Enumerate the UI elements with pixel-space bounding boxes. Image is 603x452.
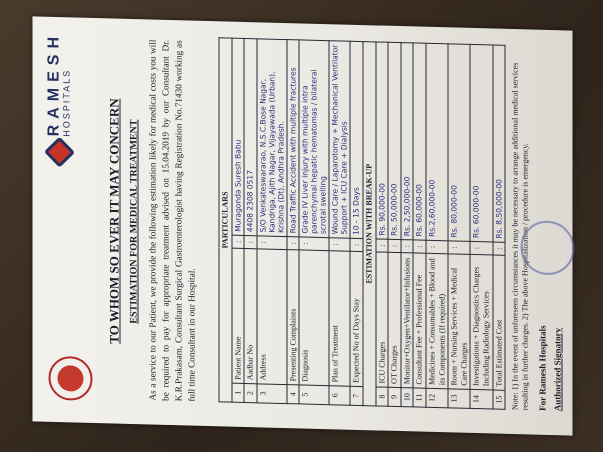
cell-label: Address — [256, 249, 286, 385]
cell-colon: : — [470, 241, 492, 255]
cell-colon: : — [299, 237, 329, 251]
cell-n: 15 — [492, 390, 505, 409]
table-row — [400, 43, 413, 407]
cell-value: Rs. 60,000-00 — [413, 43, 426, 240]
cell-n: 7 — [350, 386, 363, 405]
table-row — [329, 41, 350, 406]
brand-sub: HOSPITALS — [61, 68, 71, 137]
cell-colon: : — [329, 238, 350, 252]
cell-value: Rs. 80,000-00 — [448, 44, 470, 242]
letterhead — [42, 31, 100, 406]
cell-n: 12 — [425, 388, 447, 408]
cell-n: 3 — [256, 384, 286, 404]
cell-label: Monitor+Oxygen+Ventilator+Infusions — [400, 253, 413, 388]
estimate-table — [218, 37, 505, 410]
cell-colon: : — [448, 241, 470, 255]
emblem-logo-icon — [48, 356, 92, 401]
table-row — [448, 44, 470, 409]
intro-paragraph: As a service to our Patient, we provide the following estimation likely for medical costs you will be required to pay for appropriate treatment advised on 15.04.2019 by our Consultant Dr. K.R.Prakasam, Consultant Surgical Gastroenterologist having Registration No.71430 working as full time Consultant in our Hospital. — [147, 39, 197, 402]
table-row — [413, 43, 426, 407]
letter-sheet — [32, 16, 572, 435]
cell-n: 14 — [470, 389, 492, 409]
cell-label: Investigations + Diagnostics Charges Including Radiology Services — [470, 254, 492, 390]
cell-label: Aadhar No — [244, 248, 257, 383]
cell-n: 2 — [244, 383, 257, 402]
cell-colon: : — [413, 240, 426, 253]
cell-value: Road Traffic Accident with multiple fractures — [286, 40, 299, 237]
table-row — [256, 39, 286, 404]
subheading: ESTIMATION FOR MEDICAL TREATMENT — [128, 119, 139, 324]
cell-value: Rs. 60,000-00 — [470, 44, 492, 242]
cell-value: Wound Care / Laparotomy + Mechanical Ventilator Support + ICU Care + Dialysis — [329, 41, 350, 239]
cell-label: Diagnosis — [299, 250, 329, 386]
table-row — [244, 38, 257, 402]
cell-label: Plan of Treatment — [329, 251, 350, 387]
heart-logo-icon — [43, 137, 74, 168]
table-header: PARTICULARS — [219, 38, 232, 402]
cell-label: ICU Charges — [375, 252, 388, 387]
cell-colon: : — [286, 237, 299, 250]
table-row — [299, 40, 329, 405]
cell-n: 9 — [388, 387, 401, 406]
cell-n: 13 — [448, 389, 470, 409]
cell-label: Medicines + Consumables + Blood and its Components (If required) — [425, 253, 447, 389]
cell-value: 4408 2308 0517 — [244, 38, 257, 235]
cell-label: Total Estimated Cost — [492, 255, 505, 390]
cell-value: Muragonda Suresh Babu — [231, 38, 244, 235]
heading: TO WHOM SO EVER IT MAY CONCERN — [106, 98, 121, 344]
cell-n: 5 — [299, 385, 329, 405]
cell-label: Expected No of Days Stay — [350, 251, 363, 386]
cell-colon: : — [256, 236, 286, 250]
cell-n: 1 — [231, 383, 244, 402]
cell-value: Rs. 50,000-00 — [388, 42, 401, 239]
brand-name: RAMESH — [45, 30, 62, 137]
cell-label: OT Charges — [388, 252, 401, 387]
cell-label: Presenting Complaints — [286, 250, 299, 385]
cell-n: 6 — [329, 386, 350, 406]
cell-value: 10 - 15 Days — [350, 41, 363, 238]
cell-colon: : — [388, 239, 401, 252]
cell-colon: : — [350, 238, 363, 251]
table-row — [470, 44, 492, 409]
cell-value: Rs. 8,50,000-00 — [492, 45, 505, 242]
signatory-title: Authorized Signatory — [552, 327, 562, 412]
cell-colon: : — [244, 235, 257, 248]
cell-n: 10 — [400, 388, 413, 407]
cell-label: Patient Name — [231, 248, 244, 383]
table-row — [231, 38, 244, 402]
cell-label: Consultant Fee + Professional Fee — [413, 253, 426, 388]
cell-colon: : — [492, 242, 505, 255]
table-row — [425, 43, 447, 408]
signatory-org: For Ramesh Hospitals — [537, 325, 547, 411]
cell-colon: : — [425, 240, 447, 254]
cell-n: 4 — [286, 385, 299, 404]
cell-value: Grade IV Liver injury with multiple intra parenchymal hepatic hematomas / bilateral scrotal swelling — [299, 40, 329, 238]
cell-value: Rs. 2,50,000-00 — [400, 43, 413, 240]
note: Note: 1) In the event of unforeseen circumstances it may be necessary to arrange additional medical services resulting in further charges. 2) The above Hospitalization / procedure is emergency. — [510, 62, 530, 411]
cell-label: Room + Nursing Services + Medical Care Charges — [448, 254, 470, 390]
table-row — [492, 45, 505, 409]
cell-colon: : — [400, 240, 413, 253]
cell-colon: : — [231, 235, 244, 248]
cell-colon: : — [375, 239, 388, 252]
breakup-header: ESTIMATION WITH BREAK-UP — [362, 42, 375, 406]
cell-n: 11 — [413, 388, 426, 407]
table-row — [388, 42, 401, 406]
table-row — [286, 40, 299, 404]
brand-logo — [46, 31, 71, 164]
cell-n: 8 — [375, 387, 388, 406]
cell-value: Rs. 90,000-00 — [375, 42, 388, 239]
table-row — [350, 41, 363, 405]
cell-value: Rs.2,60,000-00 — [425, 43, 447, 241]
cell-value: S/O Venkateswararao, N.S.C.Bose Nagar, Kandriga, Ajith Nagar, Vijayawada (Urban), Krishna (Dt), Andhra Pradesh. — [256, 39, 286, 237]
table-row — [375, 42, 388, 406]
